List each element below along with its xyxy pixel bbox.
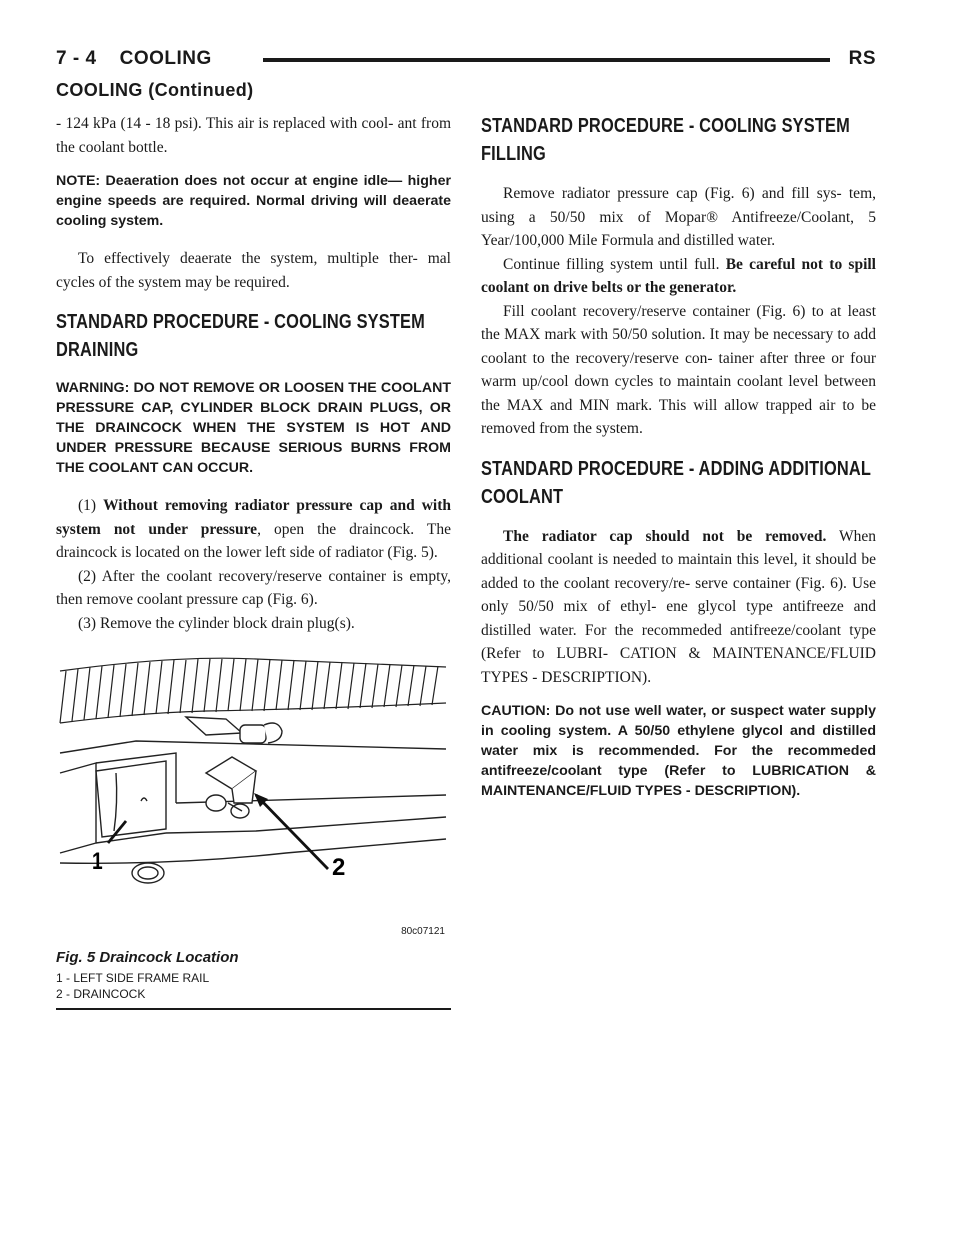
header-rule bbox=[263, 58, 830, 62]
step-1-text: , open the draincock. The draincock is located on the lower left side of radiator (Fig. 5). bbox=[56, 520, 451, 561]
deaeration-note: NOTE: Deaeration does not occur at engine idle— higher engine speeds are required. Normal driving will deaerate cooling system. bbox=[56, 173, 451, 229]
draining-step-1 bbox=[56, 494, 451, 565]
filling-paragraph-2 bbox=[481, 253, 876, 300]
draining-step-2: (2) After the coolant recovery/reserve container is empty, then remove coolant pressure cap (Fig. 6). bbox=[56, 567, 451, 608]
adding-text: When additional coolant is needed to maintain this level, it should be added to the coolant recovery/re- serve container (Fig. 6). Use only 50/50 mix of ethyl- ene glycol type antifreeze and distilled water. For the recommeded antifreeze/coolant type (Refer to LUBRI- CATION & MAINTENANCE/FLUID TYPES - DESCRIPTION). bbox=[481, 527, 876, 686]
right-column bbox=[481, 112, 876, 817]
header-section-label: 7 - 4 COOLING bbox=[56, 48, 212, 69]
figure-caption: Fig. 5 Draincock Location bbox=[56, 949, 239, 966]
header-model-code: RS bbox=[848, 48, 876, 69]
draining-step-3: (3) Remove the cylinder block drain plug(s). bbox=[78, 614, 355, 632]
step-1-number: (1) bbox=[78, 497, 104, 514]
filling-paragraph-2-text: Continue filling system until full. bbox=[503, 255, 726, 273]
adding-heading: STANDARD PROCEDURE - ADDING ADDITIONAL COOLANT bbox=[481, 457, 871, 508]
filling-paragraph-3: Fill coolant recovery/reserve container (Fig. 6) to at least the MAX mark with 50/50 solution. It may be necessary to add coolant to the recovery/reserve con- tainer after three or four warm up/cool down cycles to maintain coolant level between the MAX and MIN mark. This will allow trapped air to be removed from the system. bbox=[481, 302, 876, 437]
callout-2: 2 bbox=[332, 854, 346, 881]
left-column bbox=[56, 112, 451, 1010]
step-1-emphasis: Without removing radiator pressure cap and with system not under pressure bbox=[56, 497, 451, 538]
callout-1: 1 bbox=[92, 846, 103, 875]
draining-warning: WARNING: DO NOT REMOVE OR LOOSEN THE COOLANT PRESSURE CAP, CYLINDER BLOCK DRAIN PLUGS, OR THE DRAINCOCK WHEN THE SYSTEM IS HOT AND UNDER PRESSURE BECAUSE SERIOUS BURNS FROM THE COOLANT CAN OCCUR. bbox=[56, 380, 451, 476]
adding-emphasis: The radiator cap should not be removed. bbox=[503, 527, 827, 545]
draincock-figure bbox=[56, 653, 451, 941]
filling-paragraph-2-emphasis: Be careful not to spill coolant on drive belts or the generator. bbox=[481, 255, 876, 296]
filling-paragraph-1: Remove radiator pressure cap (Fig. 6) and fill sys- tem, using a 50/50 mix of Mopar® Antifreeze/Coolant, 5 Year/100,000 Mile Formula and distilled water. bbox=[481, 185, 876, 249]
figure-legend-2: 2 - DRAINCOCK bbox=[56, 987, 146, 1001]
adding-paragraph bbox=[481, 525, 876, 690]
draincock-illustration bbox=[56, 653, 451, 941]
page-header bbox=[56, 48, 876, 74]
figure-legend-1: 1 - LEFT SIDE FRAME RAIL bbox=[56, 971, 210, 985]
filling-heading: STANDARD PROCEDURE - COOLING SYSTEM FILLING bbox=[481, 115, 850, 165]
draining-heading: STANDARD PROCEDURE - COOLING SYSTEM DRAINING bbox=[56, 311, 425, 361]
continued-heading: COOLING (Continued) bbox=[56, 80, 254, 100]
deaerate-paragraph: To effectively deaerate the system, multiple ther- mal cycles of the system may be required. bbox=[56, 250, 451, 291]
intro-paragraph: - 124 kPa (14 - 18 psi). This air is replaced with cool- ant from the coolant bottle. bbox=[56, 115, 451, 156]
caution-note: CAUTION: Do not use well water, or suspect water supply in cooling system. A 50/50 ethylene glycol and distilled water mix is recommended. For the recommeded antifreeze/coolant type (Refer to LUBRICATION & MAINTENANCE/FLUID TYPES - DESCRIPTION). bbox=[481, 703, 876, 799]
figure-bottom-rule bbox=[56, 1008, 451, 1010]
figure-code: 80c07121 bbox=[401, 926, 445, 937]
